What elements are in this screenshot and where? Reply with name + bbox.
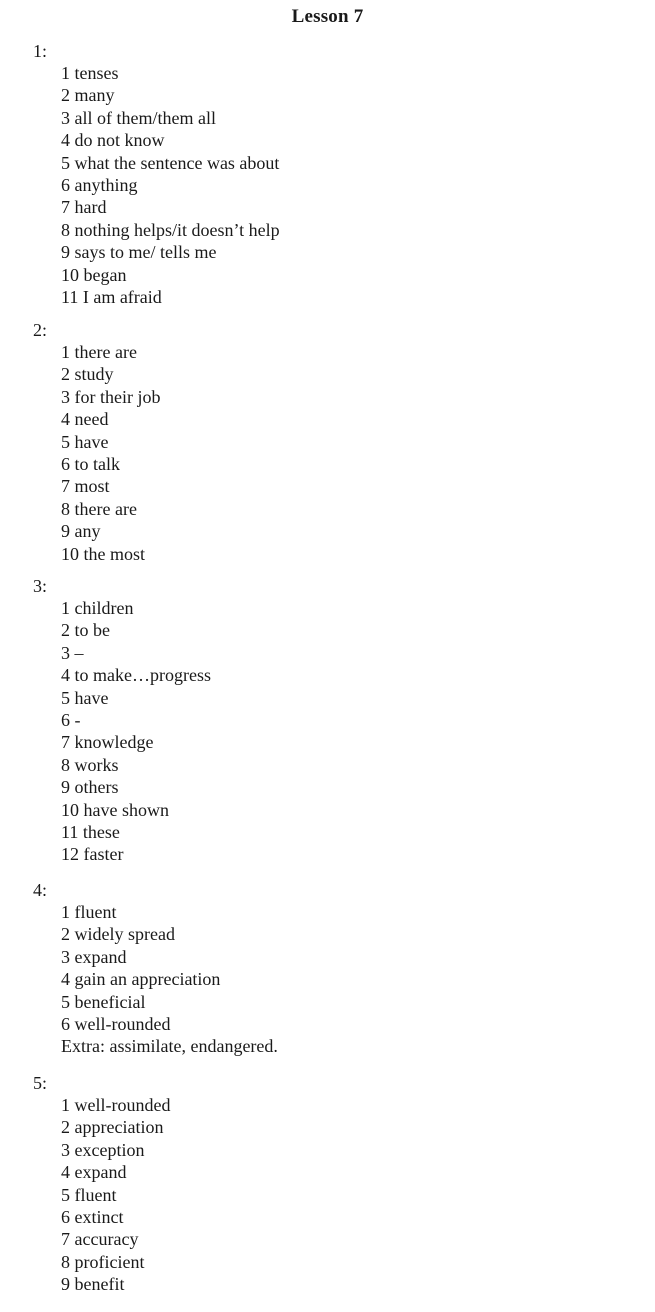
answer-item: 7 knowledge <box>61 732 154 753</box>
answer-item: 7 accuracy <box>61 1229 139 1250</box>
answer-item: 5 have <box>61 431 109 452</box>
answer-item: 7 most <box>61 476 110 497</box>
answer-item: 11 I am afraid <box>61 286 162 307</box>
answer-item: 2 appreciation <box>61 1117 164 1138</box>
answer-item: 2 widely spread <box>61 924 175 945</box>
extra-answers: Extra: assimilate, endangered. <box>61 1036 278 1057</box>
answer-item: 2 study <box>61 364 114 385</box>
answer-item: 1 there are <box>61 342 137 362</box>
answer-item: 8 nothing helps/it doesn’t help <box>61 219 280 240</box>
answer-item: 5 what the sentence was about <box>61 152 280 173</box>
page-title: Lesson 7 <box>291 6 364 27</box>
answer-item: 1 tenses <box>61 63 119 83</box>
answer-item: 5 fluent <box>61 1184 117 1205</box>
exercise-1-label: 1: <box>33 41 48 61</box>
answer-item: 6 anything <box>61 174 138 195</box>
answer-item: 9 says to me/ tells me <box>61 242 217 263</box>
answer-item: 3 exception <box>61 1139 145 1160</box>
answer-item: 3 all of them/them all <box>61 107 216 128</box>
answer-item: 5 have <box>61 687 109 708</box>
answer-item: 3 for their job <box>61 386 161 407</box>
answer-item: 6 to talk <box>61 453 120 474</box>
answer-item: 7 hard <box>61 197 107 218</box>
exercise-5-label: 5: <box>33 1073 48 1093</box>
answer-item: 8 proficient <box>61 1251 145 1272</box>
answer-item: 6 - <box>61 709 81 730</box>
answer-item: 6 well-rounded <box>61 1013 171 1034</box>
answer-item: 3 expand <box>61 946 127 967</box>
answer-item: 1 children <box>61 598 134 618</box>
exercise-1-answers <box>61 62 280 308</box>
answer-item: 11 these <box>61 821 120 842</box>
answer-item: 4 to make…progress <box>61 665 211 686</box>
answer-item: 1 fluent <box>61 902 117 922</box>
answer-item: 4 need <box>61 409 109 430</box>
answer-item: 12 faster <box>61 844 124 865</box>
answer-item: 4 do not know <box>61 130 165 151</box>
answer-item: 8 there are <box>61 498 137 519</box>
exercise-4-answers <box>61 901 278 1058</box>
answer-item: 8 works <box>61 754 119 775</box>
exercise-2-answers <box>61 341 160 565</box>
answer-item: 9 any <box>61 521 101 542</box>
answer-item: 4 expand <box>61 1162 127 1183</box>
exercise-5-answers <box>61 1094 170 1296</box>
exercise-3-answers <box>61 597 211 866</box>
answer-item: 6 extinct <box>61 1206 124 1227</box>
answer-item: 10 the most <box>61 543 145 564</box>
answer-item: 4 gain an appreciation <box>61 969 221 990</box>
answer-item: 2 to be <box>61 620 110 641</box>
exercise-2-label: 2: <box>33 320 48 340</box>
answer-item: 5 beneficial <box>61 991 146 1012</box>
answer-item: 10 began <box>61 264 127 285</box>
exercise-3-label: 3: <box>33 576 48 596</box>
answer-item: 9 others <box>61 777 119 798</box>
answer-item: 9 benefit <box>61 1274 125 1295</box>
answer-item: 10 have shown <box>61 799 169 820</box>
exercise-4-label: 4: <box>33 880 48 900</box>
answer-item: 3 – <box>61 642 84 663</box>
answer-item: 2 many <box>61 85 115 106</box>
answer-item: 1 well-rounded <box>61 1095 171 1115</box>
